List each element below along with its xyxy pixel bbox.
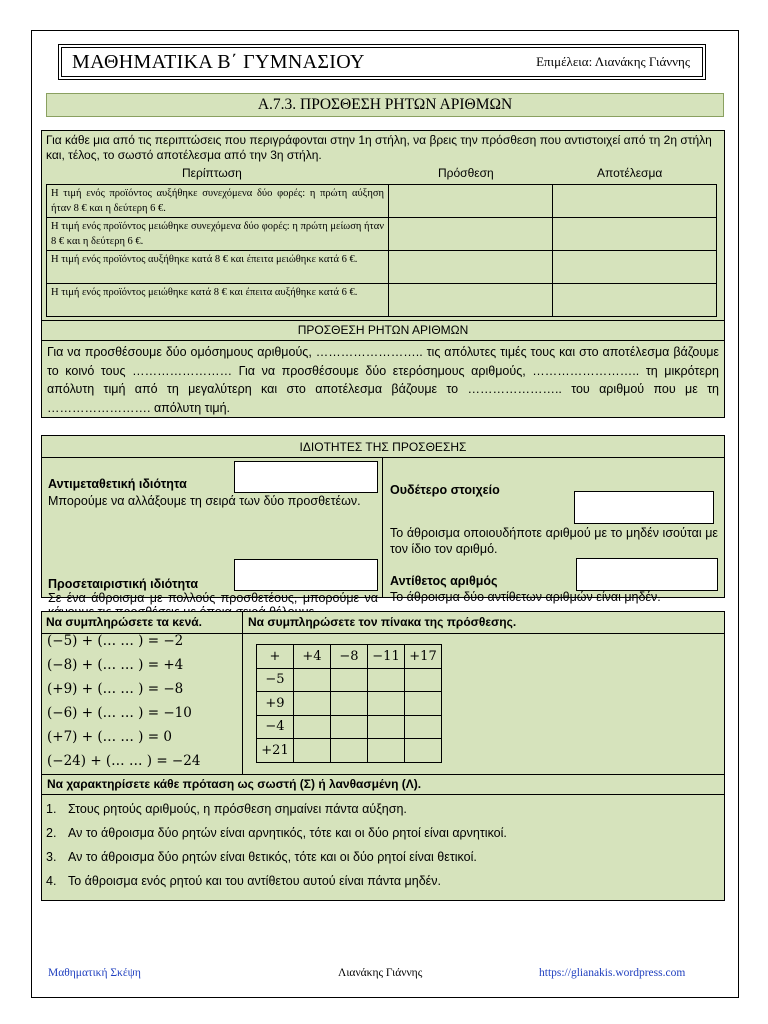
equation[interactable]: (−6) + (… … ) = −10 bbox=[47, 705, 192, 721]
addition-cell[interactable] bbox=[389, 185, 553, 218]
worksheet-page bbox=[31, 30, 739, 998]
addition-cell[interactable] bbox=[389, 251, 553, 284]
commutative-name: Αντιμεταθετική ιδιότητα bbox=[48, 477, 187, 491]
document-title: ΜΑΘΗΜΑΤΙΚΑ Β΄ ΓΥΜΝΑΣΙΟΥ bbox=[72, 50, 365, 73]
sum-cell[interactable] bbox=[405, 668, 442, 692]
result-cell[interactable] bbox=[553, 251, 717, 284]
associative-answer-box[interactable] bbox=[234, 559, 378, 591]
sum-cell[interactable] bbox=[294, 692, 331, 716]
footer-left: Μαθηματική Σκέψη bbox=[48, 967, 141, 979]
sum-cell[interactable] bbox=[331, 692, 368, 716]
inverse-text: Το άθροισμα δύο αντίθετων αριθμών είναι μηδέν. bbox=[390, 590, 661, 604]
identity-text: Το άθροισμα οποιουδήποτε αριθμού με το μηδέν ισούται με τον ίδιο τον αριθμό. bbox=[390, 526, 718, 556]
equation[interactable]: (−24) + (… … ) = −24 bbox=[47, 753, 201, 769]
row-header: −4 bbox=[257, 715, 294, 739]
inverse-answer-box[interactable] bbox=[576, 558, 718, 591]
result-cell[interactable] bbox=[553, 284, 717, 317]
case-description: Η τιμή ενός προϊόντος μειώθηκε κατά 8 € και έπειτα αυξήθηκε κατά 6 €. bbox=[47, 284, 389, 317]
row-header: +21 bbox=[257, 739, 294, 763]
true-false-title: Να χαρακτηρίσετε κάθε πρόταση ως σωστή (Σ) ή λανθασμένη (Λ). bbox=[47, 777, 422, 791]
equation[interactable]: (−5) + (… … ) = −2 bbox=[47, 633, 184, 649]
header-inner bbox=[61, 47, 703, 77]
properties-title: ΙΔΙΟΤΗΤΕΣ ΤΗΣ ΠΡΟΣΘΕΣΗΣ bbox=[42, 436, 724, 458]
divider bbox=[42, 320, 724, 321]
statement-text: Αν το άθροισμα δύο ρητών είναι αρνητικός, τότε και οι δύο ρητοί είναι αρνητικοί. bbox=[68, 826, 507, 840]
statement[interactable] bbox=[46, 802, 407, 816]
case-description: Η τιμή ενός προϊόντος αυξήθηκε κατά 8 € και έπειτα μειώθηκε κατά 6 €. bbox=[47, 251, 389, 284]
column-header: −11 bbox=[368, 645, 405, 669]
cases-instruction: Για κάθε μια από τις περιπτώσεις που περιγράφονται στην 1η στήλη, να βρεις την πρόσθεση που αντιστοιχεί από τη 2η στήλη και, τέλος, το σωστό αποτέλεσμα από την 3η στήλη. bbox=[46, 133, 712, 162]
sum-cell[interactable] bbox=[294, 739, 331, 763]
table-row bbox=[47, 218, 717, 251]
statement-number: 3. bbox=[46, 850, 57, 864]
statement-text: Το άθροισμα ενός ρητού και του αντίθετου αυτού είναι πάντα μηδέν. bbox=[68, 874, 441, 888]
result-cell[interactable] bbox=[553, 218, 717, 251]
table-row bbox=[257, 715, 442, 739]
exercises-panel bbox=[41, 611, 725, 901]
divider bbox=[382, 458, 383, 597]
table-row bbox=[47, 251, 717, 284]
equation[interactable]: (−8) + (… … ) = +4 bbox=[47, 657, 184, 673]
associative-name: Προσεταιριστική ιδιότητα bbox=[48, 577, 199, 591]
divider bbox=[42, 794, 724, 795]
identity-answer-box[interactable] bbox=[574, 491, 714, 524]
properties-panel bbox=[41, 435, 725, 605]
equation[interactable]: (+7) + (… … ) = 0 bbox=[47, 729, 172, 745]
case-description: Η τιμή ενός προϊόντος αυξήθηκε συνεχόμενα δύο φορές: η πρώτη αύξηση ήταν 8 € και η δεύτερη 6 €. bbox=[47, 185, 389, 218]
sum-cell[interactable] bbox=[405, 715, 442, 739]
commutative-text: Μπορούμε να αλλάξουμε τη σειρά των δύο προσθετέων. bbox=[48, 494, 361, 508]
sum-cell[interactable] bbox=[294, 668, 331, 692]
sum-cell[interactable] bbox=[294, 715, 331, 739]
sum-cell[interactable] bbox=[368, 715, 405, 739]
divider bbox=[242, 612, 243, 774]
section-title: Α.7.3. ΠΡΟΣΘΕΣΗ ΡΗΤΩΝ ΑΡΙΘΜΩΝ bbox=[46, 93, 724, 117]
rule-paragraph: Για να προσθέσουμε δύο ομόσημους αριθμούς, …………………….. τις απόλυτες τιμές τους και στο αποτέλεσμα βάζουμε το κοινό τους …………………… Για να προσθέσουμε δύο ετερόσημους αριθμούς, …………………….. τη μικρότερη απόλυτη τιμή από τη μεγαλύτερη και στο αποτέλεσμα βάζουμε το ………………….. του αριθμού που με τη ……………………. απόλυτη τιμή. bbox=[47, 345, 719, 415]
divider bbox=[42, 340, 724, 341]
case-description: Η τιμή ενός προϊόντος μειώθηκε συνεχόμενα δύο φορές: η πρώτη μείωση ήταν 8 € και η δεύτερη 6 €. bbox=[47, 218, 389, 251]
statement-text: Αν το άθροισμα δύο ρητών είναι θετικός, τότε και οι δύο ρητοί είναι θετικοί. bbox=[68, 850, 477, 864]
table-row bbox=[257, 645, 442, 669]
table-title: Να συμπληρώσετε τον πίνακα της πρόσθεσης. bbox=[248, 615, 517, 629]
inverse-name: Αντίθετος αριθμός bbox=[390, 574, 498, 588]
column-header-case: Περίπτωση bbox=[182, 166, 242, 180]
column-header: +4 bbox=[294, 645, 331, 669]
row-header: +9 bbox=[257, 692, 294, 716]
table-row bbox=[257, 692, 442, 716]
cases-table bbox=[46, 184, 717, 317]
addition-cell[interactable] bbox=[389, 218, 553, 251]
sum-cell[interactable] bbox=[405, 739, 442, 763]
sum-cell[interactable] bbox=[331, 715, 368, 739]
sum-cell[interactable] bbox=[368, 692, 405, 716]
statement-number: 1. bbox=[46, 802, 57, 816]
blanks-title: Να συμπληρώσετε τα κενά. bbox=[46, 615, 203, 629]
cases-panel bbox=[41, 130, 725, 418]
table-row bbox=[257, 668, 442, 692]
table-corner: + bbox=[257, 645, 294, 669]
table-row bbox=[47, 185, 717, 218]
addition-cell[interactable] bbox=[389, 284, 553, 317]
footer-center: Λιανάκης Γιάννης bbox=[338, 967, 423, 979]
statement-number: 2. bbox=[46, 826, 57, 840]
statement-text: Στους ρητούς αριθμούς, η πρόσθεση σημαίνει πάντα αύξηση. bbox=[68, 802, 407, 816]
table-row bbox=[257, 739, 442, 763]
table-row bbox=[47, 284, 717, 317]
editor-credit: Επιμέλεια: Λιανάκης Γιάννης bbox=[536, 54, 690, 69]
result-cell[interactable] bbox=[553, 185, 717, 218]
column-header: −8 bbox=[331, 645, 368, 669]
column-header-addition: Πρόσθεση bbox=[438, 166, 494, 180]
sum-cell[interactable] bbox=[368, 739, 405, 763]
statement[interactable] bbox=[46, 874, 441, 888]
commutative-answer-box[interactable] bbox=[234, 461, 378, 493]
statement-number: 4. bbox=[46, 874, 57, 888]
addition-table bbox=[256, 644, 442, 763]
statement[interactable] bbox=[46, 826, 507, 840]
sum-cell[interactable] bbox=[331, 668, 368, 692]
sum-cell[interactable] bbox=[368, 668, 405, 692]
identity-name: Ουδέτερο στοιχείο bbox=[390, 483, 500, 497]
equation[interactable]: (+9) + (… … ) = −8 bbox=[47, 681, 184, 697]
statement[interactable] bbox=[46, 850, 477, 864]
footer-link[interactable]: https://glianakis.wordpress.com bbox=[539, 967, 686, 979]
column-header: +17 bbox=[405, 645, 442, 669]
sum-cell[interactable] bbox=[405, 692, 442, 716]
associative-text: Σε ένα άθροισμα με πολλούς προσθετέους, μπορούμε να bbox=[48, 591, 378, 605]
sum-cell[interactable] bbox=[331, 739, 368, 763]
divider bbox=[42, 774, 724, 775]
rule-subtitle: ΠΡΟΣΘΕΣΗ ΡΗΤΩΝ ΑΡΙΘΜΩΝ bbox=[297, 323, 469, 337]
header bbox=[58, 44, 706, 80]
column-header-result: Αποτέλεσμα bbox=[597, 166, 663, 180]
row-header: −5 bbox=[257, 668, 294, 692]
